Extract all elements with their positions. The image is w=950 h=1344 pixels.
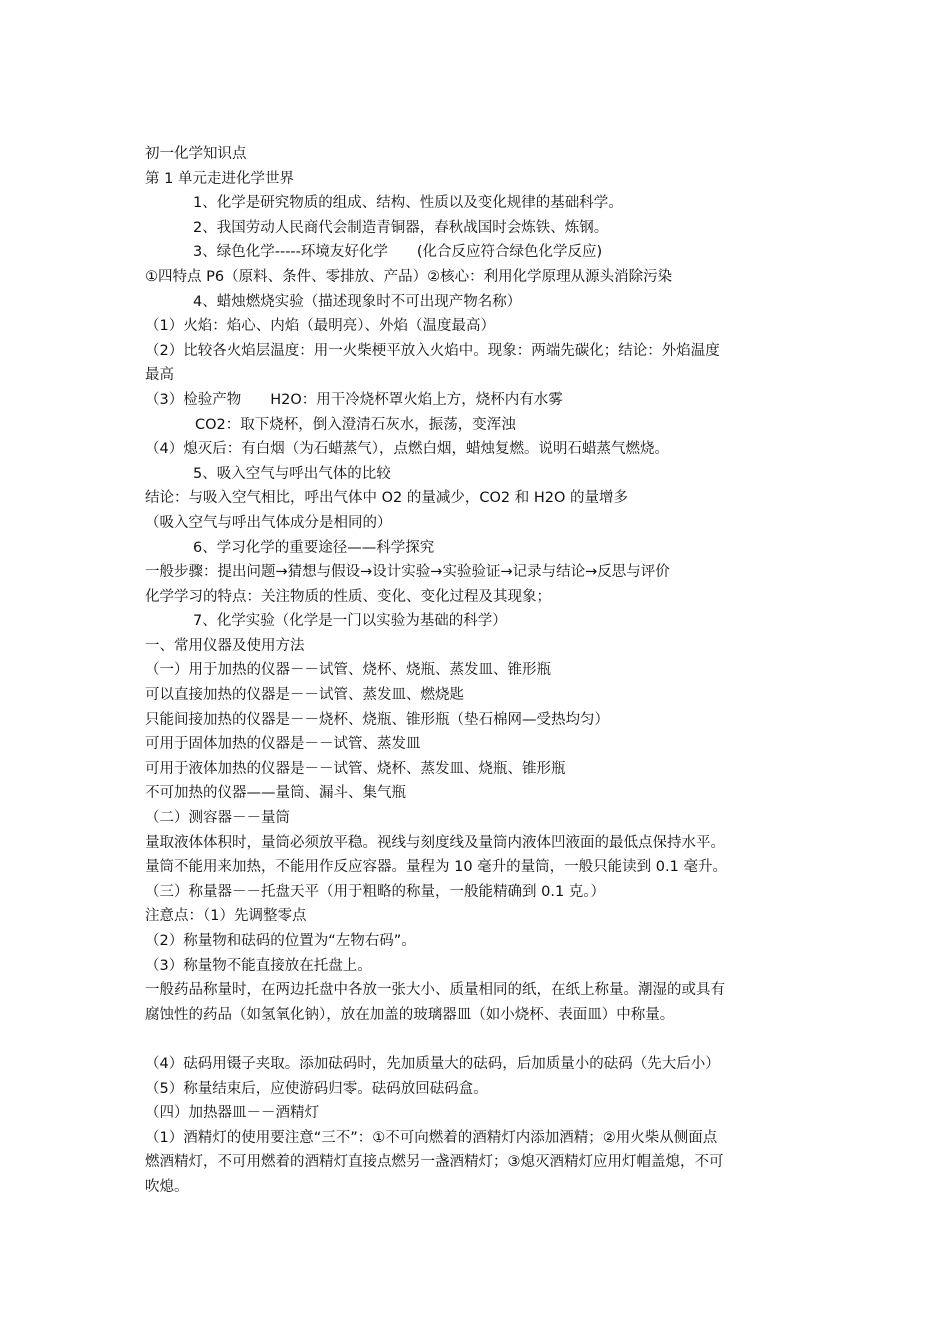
text-line: （2）比较各火焰层温度：用一火柴梗平放入火焰中。现象：两端先碳化；结论：外焰温度 [145,342,720,359]
text-line: 一般药品称量时，在两边托盘中各放一张大小、质量相同的纸，在纸上称量。潮湿的或具有 [145,982,725,999]
document-body [145,142,815,1200]
text-line: 3、绿色化学-----环境友好化学 (化合反应符合绿色化学反应) [193,244,603,261]
section-heading: 一、常用仪器及使用方法 [145,637,305,654]
text-line: （三）称量器－－托盘天平（用于粗略的称量，一般能精确到 0.1 克。） [145,883,606,900]
text-line: （1）火焰：焰心、内焰（最明亮）、外焰（温度最高） [145,318,495,335]
text-line: 燃酒精灯，不可用燃着的酒精灯直接点燃另一盏酒精灯；③熄灭酒精灯应用灯帽盖熄，不可 [145,1154,724,1171]
text-line: 6、学习化学的重要途径——科学探究 [193,539,435,556]
text-line: 可以直接加热的仪器是－－试管、蒸发皿、燃烧匙 [145,687,464,704]
text-line: 吹熄。 [145,1178,189,1195]
text-line: （3）检验产物 H2O：用干冷烧杯罩火焰上方，烧杯内有水雾 [145,391,563,408]
text-line: 7、化学实验（化学是一门以实验为基础的科学） [193,613,507,630]
text-line: （1）酒精灯的使用要注意“三不”：①不可向燃着的酒精灯内添加酒精；②用火柴从侧面点 [145,1129,718,1146]
text-line: 化学学习的特点：关注物质的性质、变化、变化过程及其现象； [145,588,551,605]
text-line: 最高 [145,367,174,384]
text-line: 结论：与吸入空气相比，呼出气体中 O2 的量减少，CO2 和 H2O 的量增多 [145,490,628,507]
text-line: （2）称量物和砝码的位置为“左物右码”。 [145,933,416,949]
text-line: 2、我国劳动人民商代会制造青铜器，春秋战国时会炼铁、炼钢。 [193,219,609,236]
text-line: （四）加热器皿－－酒精灯 [145,1105,319,1122]
text-line: （5）称量结束后，应使游码归零。砝码放回砝码盒。 [145,1080,488,1097]
text-line: 一般步骤：提出问题→猜想与假设→设计实验→实验验证→记录与结论→反思与评价 [145,564,670,581]
text-line: （4）砝码用镊子夹取。添加砝码时，先加质量大的砝码，后加质量小的砝码（先大后小） [145,1055,720,1072]
text-line: 5、吸入空气与呼出气体的比较 [193,465,391,482]
text-line: 可用于固体加热的仪器是－－试管、蒸发皿 [145,736,421,753]
text-line: 4、蜡烛燃烧实验（描述现象时不可出现产物名称） [193,293,522,310]
text-line: 腐蚀性的药品（如氢氧化钠），放在加盖的玻璃器皿（如小烧杯、表面皿）中称量。 [145,1006,675,1023]
text-line: ①四特点 P6（原料、条件、零排放、产品）②核心：利用化学原理从源头消除污染 [145,268,673,285]
text-line: 量筒不能用来加热，不能用作反应容器。量程为 10 毫升的量筒，一般只能读到 0.1 毫升。 [145,859,727,876]
blank-line [145,1027,815,1052]
text-line: 只能间接加热的仪器是－－烧杯、烧瓶、锥形瓶（垫石棉网—受热均匀） [145,711,609,728]
text-line: （一）用于加热的仪器－－试管、烧杯、烧瓶、蒸发皿、锥形瓶 [145,662,551,679]
text-line: 可用于液体加热的仪器是－－试管、烧杯、蒸发皿、烧瓶、锥形瓶 [145,760,566,777]
text-line: （3）称量物不能直接放在托盘上。 [145,957,372,974]
text-line: 注意点：（1）先调整零点 [145,908,307,925]
unit-heading: 第 1 单元走进化学世界 [145,170,294,187]
text-line: 1、化学是研究物质的组成、结构、性质以及变化规律的基础科学。 [193,195,623,212]
text-line: （二）测容器－－量筒 [145,810,290,827]
text-line: 量取液体体积时，量筒必须放平稳。视线与刻度线及量筒内液体凹液面的最低点保持水平。 [145,834,725,851]
text-line: （吸入空气与呼出气体成分是相同的） [145,514,392,531]
text-line: （4）熄灭后：有白烟（为石蜡蒸气），点燃白烟，蜡烛复燃。说明石蜡蒸气燃烧。 [145,441,669,458]
document-title: 初一化学知识点 [145,146,247,162]
text-line: CO2：取下烧杯，倒入澄清石灰水，振荡，变浑浊 [195,416,516,433]
text-line: 不可加热的仪器——量筒、漏斗、集气瓶 [145,785,406,802]
